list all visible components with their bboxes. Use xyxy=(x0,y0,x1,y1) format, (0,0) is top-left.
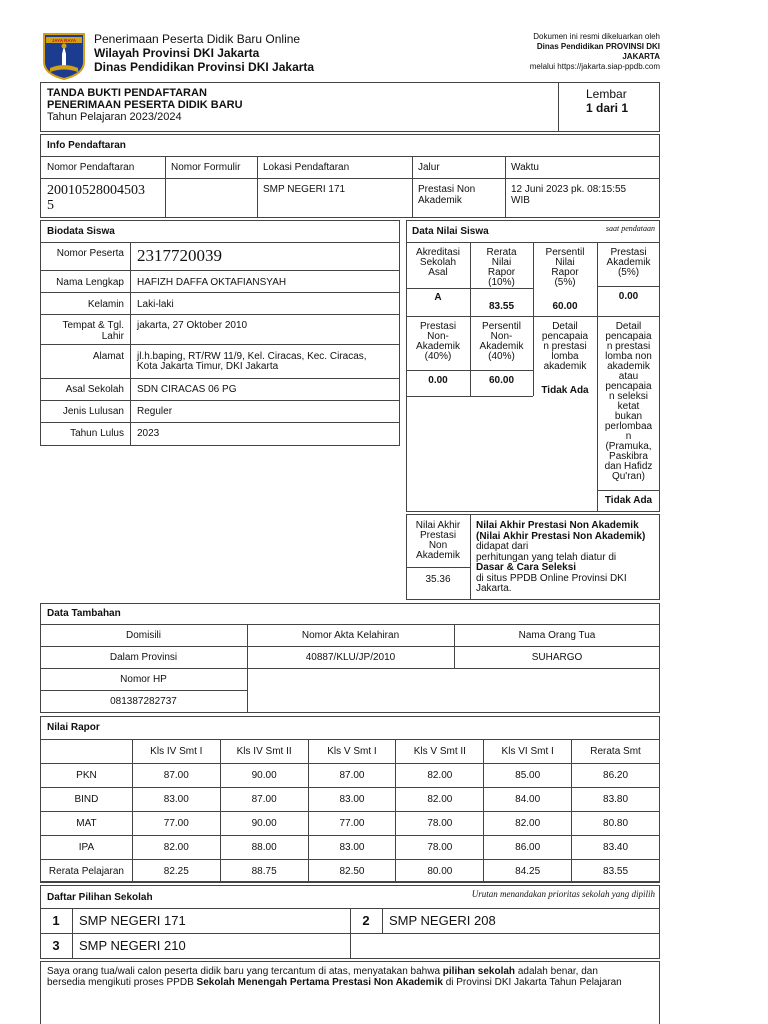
akta-label: Nomor Akta Kelahiran xyxy=(301,630,400,641)
score-cell: 88.75 xyxy=(220,860,308,883)
score-cell: 90.00 xyxy=(220,812,308,836)
header-line-1: Penerimaan Peserta Didik Baru Online xyxy=(94,32,301,46)
pilihan-2-no: 2 xyxy=(362,913,370,928)
score-cell: 78.00 xyxy=(396,812,484,836)
domisili-value: Dalam Provinsi xyxy=(109,652,178,663)
kelamin-value: Laki-laki xyxy=(137,299,174,310)
detail-lomba-value: Tidak Ada xyxy=(541,385,589,396)
tambahan-heading: Data Tambahan xyxy=(47,608,121,619)
hp-value: 081387282737 xyxy=(110,696,177,707)
label-nomor-formulir: Nomor Formulir xyxy=(171,162,241,173)
score-cell: 80.80 xyxy=(572,812,660,836)
tahun-value: 2023 xyxy=(137,428,160,439)
score-cell: 77.00 xyxy=(308,812,396,836)
akreditasi-value: A xyxy=(434,292,442,303)
persentil-rapor-value: 60.00 xyxy=(552,301,578,312)
score-cell: 84.00 xyxy=(484,788,572,812)
lulusan-label: Jenis Lulusan xyxy=(62,406,124,417)
score-cell: 83.00 xyxy=(132,788,220,812)
nilai-akhir-desc: Nilai Akhir Prestasi Non Akademik (Nilai Akhir Prestasi Non Akademik) didapat dari perhitungan yang telah diatur di Dasar & Cara Seleksi di situs PPDB Online Provinsi DKI Jakarta. xyxy=(476,520,646,594)
pilihan-2-name: SMP NEGERI 208 xyxy=(389,913,496,928)
jalur-value: Prestasi Non Akademik xyxy=(418,184,476,206)
prestasi-akad-label: Prestasi Akademik (5%) xyxy=(606,247,651,278)
table-row xyxy=(41,812,660,836)
nilai-akhir-label: Nilai Akhir Prestasi Non Akademik xyxy=(415,520,461,561)
ttl-value: jakarta, 27 Oktober 2010 xyxy=(137,320,248,331)
pilihan-3-no: 3 xyxy=(52,938,60,953)
biodata-heading: Biodata Siswa xyxy=(47,226,115,237)
score-cell: 83.00 xyxy=(308,788,396,812)
prestasi-non-value: 0.00 xyxy=(428,375,448,386)
statement-text: Saya orang tua/wali calon peserta didik baru yang tercantum di atas, menyatakan bahwa pilihan sekolah adalah benar, dan bersedia mengikuti proses PPDB Sekolah Menengah Pertama Prestasi Non Akademik di Provinsi DKI Jakarta Tahun Pelajaran xyxy=(47,966,622,988)
nomor-peserta-value: 2317720039 xyxy=(137,246,222,265)
score-cell: 80.00 xyxy=(396,860,484,883)
label-lokasi: Lokasi Pendaftaran xyxy=(263,162,350,173)
rapor-header-row xyxy=(41,740,660,764)
subject-cell: Rerata Pelajaran xyxy=(41,860,133,883)
table-row xyxy=(41,788,660,812)
pilihan-note: Urutan menandakan prioritas sekolah yang dipilih xyxy=(471,889,655,899)
tahun-label: Tahun Lulus xyxy=(70,428,124,439)
label-nomor-pendaftaran: Nomor Pendaftaran xyxy=(47,162,135,173)
header-right-3: JAKARTA xyxy=(622,52,660,61)
rapor-header-cell: Kls IV Smt I xyxy=(132,740,220,764)
score-cell: 83.80 xyxy=(572,788,660,812)
rapor-header-cell: Kls IV Smt II xyxy=(220,740,308,764)
score-cell: 85.00 xyxy=(484,764,572,788)
table-row xyxy=(41,860,660,883)
title-main: TANDA BUKTI PENDAFTARAN xyxy=(47,87,207,99)
nama-label: Nama Lengkap xyxy=(56,277,124,288)
persentil-non-label: Persentil Non- Akademik (40%) xyxy=(479,321,524,362)
dki-logo xyxy=(42,32,86,80)
ortu-value: SUHARGO xyxy=(531,652,583,663)
rapor-heading: Nilai Rapor xyxy=(47,722,100,733)
score-cell: 90.00 xyxy=(220,764,308,788)
rapor-header-cell: Kls VI Smt I xyxy=(484,740,572,764)
table-row xyxy=(41,764,660,788)
score-cell: 87.00 xyxy=(220,788,308,812)
nomor-pendaftaran-value: 20010528004503 5 xyxy=(47,183,145,213)
score-cell: 87.00 xyxy=(308,764,396,788)
score-cell: 82.00 xyxy=(396,764,484,788)
pilihan-1-no: 1 xyxy=(52,913,60,928)
info-heading: Info Pendaftaran xyxy=(47,140,126,151)
subject-cell: IPA xyxy=(41,836,133,860)
asal-label: Asal Sekolah xyxy=(65,384,124,395)
header-right-1: Dokumen ini resmi dikeluarkan oleh xyxy=(533,32,660,41)
header-right-2: Dinas Pendidikan PROVINSI DKI xyxy=(536,42,660,51)
rerata-value: 83.55 xyxy=(488,301,515,312)
akreditasi-label: Akreditasi Sekolah Asal xyxy=(416,247,460,278)
persentil-non-value: 60.00 xyxy=(488,375,515,386)
pilihan-heading: Daftar Pilihan Sekolah xyxy=(47,892,153,903)
subject-cell: MAT xyxy=(41,812,133,836)
rapor-header-cell xyxy=(41,740,133,764)
lulusan-value: Reguler xyxy=(137,406,173,417)
alamat-label: Alamat xyxy=(92,351,124,362)
title-year: Tahun Pelajaran 2023/2024 xyxy=(47,111,182,123)
score-cell: 83.40 xyxy=(572,836,660,860)
nomor-peserta-label: Nomor Peserta xyxy=(56,248,124,259)
nilai-note: saat pendataan xyxy=(605,224,655,233)
logo-text: JAYA RAYA xyxy=(51,38,77,43)
detail-non-label: Detail pencapaia n prestasi lomba non akademik atau pencapaia n seleksi ketat bukan perlombaa n (Pramuka, Paskibra dan Hafidz Qu'ran) xyxy=(604,321,653,482)
title-sub: PENERIMAAN PESERTA DIDIK BARU xyxy=(47,99,243,111)
nama-value: HAFIZH DAFFA OKTAFIANSYAH xyxy=(137,277,287,288)
rapor-header-cell: Kls V Smt II xyxy=(396,740,484,764)
domisili-label: Domisili xyxy=(126,630,161,641)
ttl-label: Tempat & Tgl. Lahir xyxy=(62,320,124,342)
header-line-3: Dinas Pendidikan Provinsi DKI Jakarta xyxy=(94,60,315,74)
score-cell: 86.00 xyxy=(484,836,572,860)
lembar-label: Lembar xyxy=(586,87,627,101)
score-cell: 82.00 xyxy=(484,812,572,836)
rapor-header-cell: Kls V Smt I xyxy=(308,740,396,764)
label-waktu: Waktu xyxy=(511,162,539,173)
score-cell: 82.25 xyxy=(132,860,220,883)
detail-lomba-label: Detail pencapaia n prestasi lomba akademik xyxy=(541,321,589,372)
pilihan-1-name: SMP NEGERI 171 xyxy=(79,913,186,928)
lokasi-value: SMP NEGERI 171 xyxy=(263,184,346,195)
score-cell: 87.00 xyxy=(132,764,220,788)
rerata-label: Rerata Nilai Rapor (10%) xyxy=(486,247,517,288)
score-cell: 83.55 xyxy=(572,860,660,883)
table-row xyxy=(41,836,660,860)
score-cell: 83.00 xyxy=(308,836,396,860)
score-cell: 82.50 xyxy=(308,860,396,883)
header-line-2: Wilayah Provinsi DKI Jakarta xyxy=(94,46,260,60)
rapor-table xyxy=(40,739,660,883)
score-cell: 82.00 xyxy=(132,836,220,860)
waktu-value: 12 Juni 2023 pk. 08:15:55 WIB xyxy=(511,184,627,206)
ortu-label: Nama Orang Tua xyxy=(518,630,596,641)
header-right-4: melalui https://jakarta.siap-ppdb.com xyxy=(529,62,660,71)
score-cell: 78.00 xyxy=(396,836,484,860)
subject-cell: BIND xyxy=(41,788,133,812)
persentil-rapor-label: Persentil Nilai Rapor (5%) xyxy=(545,247,585,288)
akta-value: 40887/KLU/JP/2010 xyxy=(305,652,396,663)
nilai-heading: Data Nilai Siswa xyxy=(412,226,489,237)
kelamin-label: Kelamin xyxy=(87,299,124,310)
score-cell: 86.20 xyxy=(572,764,660,788)
score-cell: 84.25 xyxy=(484,860,572,883)
prestasi-non-label: Prestasi Non- Akademik (40%) xyxy=(416,321,460,362)
alamat-value: jl.h.baping, RT/RW 11/9, Kel. Ciracas, Kec. Ciracas, Kota Jakarta Timur, DKI Jakarta xyxy=(137,351,367,372)
detail-non-value: Tidak Ada xyxy=(604,495,653,506)
prestasi-akad-value: 0.00 xyxy=(618,291,639,302)
subject-cell: PKN xyxy=(41,764,133,788)
score-cell: 77.00 xyxy=(132,812,220,836)
rapor-header-cell: Rerata Smt xyxy=(572,740,660,764)
label-jalur: Jalur xyxy=(418,162,440,173)
pilihan-3-name: SMP NEGERI 210 xyxy=(79,938,186,953)
nilai-akhir-value: 35.36 xyxy=(425,574,451,585)
hp-label: Nomor HP xyxy=(120,674,167,685)
lembar-value: 1 dari 1 xyxy=(586,101,629,115)
asal-value: SDN CIRACAS 06 PG xyxy=(137,384,237,395)
score-cell: 88.00 xyxy=(220,836,308,860)
score-cell: 82.00 xyxy=(396,788,484,812)
